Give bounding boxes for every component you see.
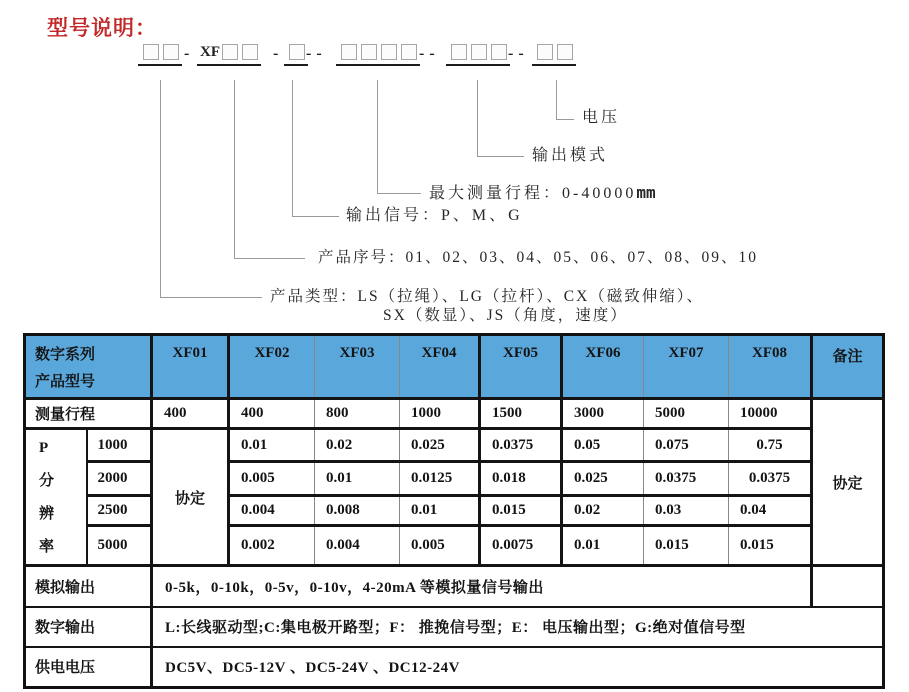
model-code-group-4 [336, 44, 420, 66]
resolution-value: 0.025 [400, 429, 480, 462]
digital-output-row [25, 607, 884, 647]
connector-line [377, 80, 378, 193]
resolution-value: 0.0375 [480, 429, 562, 462]
digital-value: L:长线驱动型;C:集电极开路型；F： 推挽信号型；E： 电压输出型；G:绝对值信号型 [152, 607, 884, 647]
power-supply-row [25, 647, 884, 688]
model-code-group-2 [197, 44, 261, 66]
travel-value: 5000 [644, 399, 729, 429]
connector-line [234, 80, 235, 258]
label-max-travel [429, 183, 656, 204]
resolution-value: 0.0075 [480, 526, 562, 566]
resolution-value: 0.015 [729, 526, 812, 566]
max-travel-unit: mm [636, 183, 656, 202]
connector-line [292, 80, 293, 216]
code-boxes [289, 44, 305, 60]
code-box [557, 44, 573, 60]
resolution-value: 0.002 [229, 526, 315, 566]
header-cell-xf05: XF05 [480, 335, 562, 399]
resolution-value: 0.05 [562, 429, 644, 462]
axis-char: 率 [39, 539, 55, 555]
code-box [471, 44, 487, 60]
spec-table [23, 333, 885, 689]
resolution-value: 0.0125 [400, 462, 480, 495]
code-box [381, 44, 397, 60]
code-box [341, 44, 357, 60]
header-series-line1: 数字系列 [35, 347, 96, 363]
label-output-signal: 输出信号：P、M、G [346, 207, 523, 224]
connector-line [556, 119, 574, 120]
power-label: 供电电压 [25, 647, 152, 688]
travel-value: 3000 [562, 399, 644, 429]
analog-output-row [25, 566, 884, 607]
resolution-value: 0.01 [562, 526, 644, 566]
code-boxes [451, 44, 507, 60]
header-cell-xf07: XF07 [644, 335, 729, 399]
header-cell-xf03: XF03 [315, 335, 400, 399]
code-separator: - [273, 45, 284, 62]
label-product-type-line2: SX（数显）、JS（角度，速度） [383, 307, 628, 324]
axis-char: 分 [39, 473, 55, 489]
model-code-group-1 [138, 44, 182, 66]
model-code-group-6 [532, 44, 576, 66]
resolution-value: 0.075 [644, 429, 729, 462]
code-box [491, 44, 507, 60]
code-box [163, 44, 179, 60]
resolution-value: 0.004 [229, 495, 315, 525]
connector-line [377, 193, 421, 194]
resolution-value: 0.018 [480, 462, 562, 495]
resolution-value: 0.0375 [644, 462, 729, 495]
resolution-value: 0.03 [644, 495, 729, 525]
resolution-value: 0.025 [562, 462, 644, 495]
resolution-value: 0.015 [644, 526, 729, 566]
connector-line [477, 80, 478, 156]
table-header-row [25, 335, 884, 399]
code-box [537, 44, 553, 60]
connector-line [292, 216, 339, 217]
code-prefix: XF [200, 44, 220, 60]
resolution-axis-label [25, 429, 87, 566]
header-cell-xf01: XF01 [152, 335, 229, 399]
travel-value: 10000 [729, 399, 812, 429]
connector-line [234, 258, 305, 259]
resolution-value: 0.01 [315, 462, 400, 495]
code-boxes [537, 44, 573, 60]
code-boxes [341, 44, 417, 60]
resolution-value: 0.04 [729, 495, 812, 525]
resolution-value: 0.0375 [729, 462, 812, 495]
label-product-serial: 产品序号：01、02、03、04、05、06、07、08、09、10 [318, 249, 759, 266]
resolution-value: 0.02 [315, 429, 400, 462]
resolution-value: 0.75 [729, 429, 812, 462]
resolution-value: 0.004 [315, 526, 400, 566]
analog-label: 模拟输出 [25, 566, 152, 607]
header-cell-xf08: XF08 [729, 335, 812, 399]
travel-value: 1500 [480, 399, 562, 429]
resolution-value: 0.02 [562, 495, 644, 525]
model-code-group-5 [446, 44, 510, 66]
resolution-level: 1000 [87, 429, 152, 462]
travel-value: 1000 [400, 399, 480, 429]
code-boxes [222, 44, 258, 60]
resolution-value: 0.005 [400, 526, 480, 566]
digital-label: 数字输出 [25, 607, 152, 647]
header-cell-xf02: XF02 [229, 335, 315, 399]
resolution-value: 0.005 [229, 462, 315, 495]
code-box [289, 44, 305, 60]
code-boxes [143, 44, 179, 60]
code-box [401, 44, 417, 60]
travel-value: 400 [229, 399, 315, 429]
resolution-level: 5000 [87, 526, 152, 566]
resolution-value: 0.015 [480, 495, 562, 525]
code-separator: - [184, 45, 195, 62]
header-cell-remark: 备注 [812, 335, 884, 399]
code-box [451, 44, 467, 60]
travel-value: 400 [152, 399, 229, 429]
power-value: DC5V、DC5-12V 、DC5-24V 、DC12-24V [152, 647, 884, 688]
resolution-level: 2000 [87, 462, 152, 495]
label-voltage: 电压 [582, 109, 621, 126]
connector-line [160, 297, 262, 298]
page-title: 型号说明： [47, 17, 157, 40]
xf01-note-cell: 协定 [152, 429, 229, 566]
connector-line [160, 80, 161, 297]
code-separator: -- [508, 45, 529, 62]
analog-value: 0-5k，0-10k，0-5v，0-10v，4-20mA 等模拟量信号输出 [152, 566, 812, 607]
travel-value: 800 [315, 399, 400, 429]
code-box [222, 44, 238, 60]
code-separator: -- [419, 45, 440, 62]
axis-char: 辨 [39, 506, 55, 522]
code-box [143, 44, 159, 60]
model-code-group-3 [284, 44, 308, 66]
code-separator: -- [306, 45, 327, 62]
resolution-row [25, 429, 884, 462]
code-box [361, 44, 377, 60]
header-cell-xf04: XF04 [400, 335, 480, 399]
travel-label: 测量行程 [25, 399, 152, 429]
resolution-value: 0.01 [229, 429, 315, 462]
max-travel-text: 最大测量行程：0-40000 [429, 185, 637, 202]
resolution-value: 0.008 [315, 495, 400, 525]
connector-line [556, 80, 557, 119]
travel-row [25, 399, 884, 429]
header-cell-xf06: XF06 [562, 335, 644, 399]
label-output-mode: 输出模式 [532, 147, 609, 164]
connector-line [477, 156, 524, 157]
header-series-label [25, 335, 152, 399]
label-product-type-line1: 产品类型：LS（拉绳）、LG（拉杆）、CX（磁致伸缩）、 [270, 288, 705, 305]
remark-note-cell: 协定 [812, 399, 884, 566]
axis-char: P [39, 440, 49, 456]
resolution-level: 2500 [87, 495, 152, 525]
code-box [242, 44, 258, 60]
header-series-line2: 产品型号 [35, 374, 96, 390]
resolution-value: 0.01 [400, 495, 480, 525]
analog-remark-cell [812, 566, 884, 607]
